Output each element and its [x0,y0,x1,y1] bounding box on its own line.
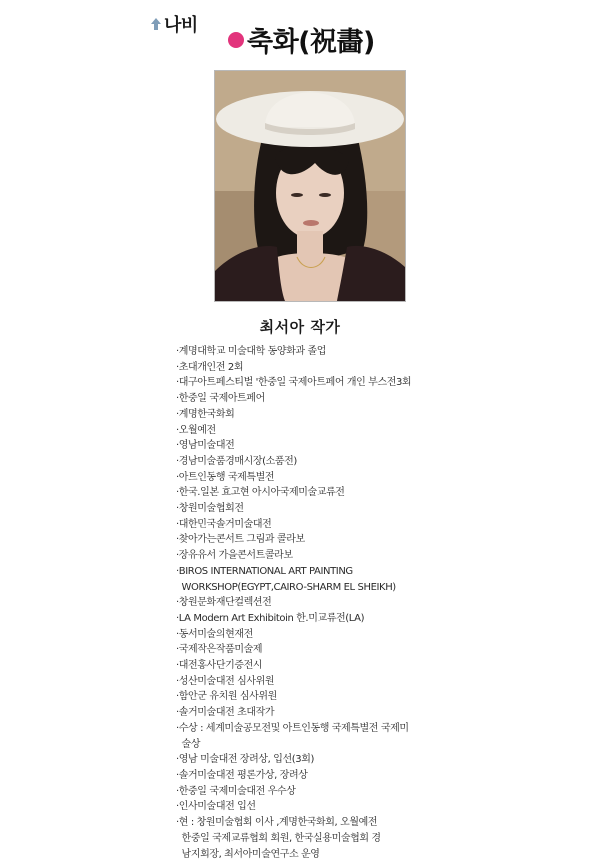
bio-item: ·인사미술대전 입선 [176,799,466,815]
bio-item: ·한중일 국제아트페어 [176,391,466,407]
bio-item: ·장유유서 가을콘서트콜라보 [176,548,466,564]
bio-item: ·초대개인전 2회 [176,360,466,376]
bio-item: ·대구아트페스티벌 '한중일 국제아트페어 개인 부스전3회 [176,375,466,391]
bio-item: ·창원미술협회전 [176,501,466,517]
bio-item: ·계명대학교 미술대학 동양화과 졸업 [176,344,466,360]
bio-item: ·아트인동행 국제특별전 [176,470,466,486]
nav-label: 나비 [164,11,198,37]
bio-item: ·한중일 국제미술대전 우수상 [176,784,466,800]
bio-item: ·동서미술의현재전 [176,627,466,643]
bio-item: ·한국.일본 효고현 아시아국제미술교류전 [176,485,466,501]
bio-item: ·솔거미술대전 초대작가 [176,705,466,721]
bio-item: ·영남미술대전 [176,438,466,454]
bio-item: ·창원문화재단컬렉션전 [176,595,466,611]
bio-item: WORKSHOP(EGYPT,CAIRO-SHARM EL SHEIKH) [176,580,466,596]
bio-item: ·현 : 창원미술협회 이사 ,계명한국화회, 오월예전 [176,815,466,831]
up-arrow-icon [150,17,162,31]
bio-item: ·계명한국화회 [176,407,466,423]
bio-item: 남지회장, 최서아미술연구소 운영 [176,847,466,862]
page-title [228,20,375,59]
bio-item: 술상 [176,737,466,753]
artist-photo [214,70,406,302]
nav-link[interactable] [150,11,198,37]
bio-item: ·BIROS INTERNATIONAL ART PAINTING [176,564,466,580]
bio-item: ·수상 : 세계미술공모전및 아트인동행 국제특별전 국제미 [176,721,466,737]
pink-dot-icon [228,32,244,48]
bio-item: ·대전홍사단기증전시 [176,658,466,674]
bio-item: ·LA Modern Art Exhibitoin 한.미교류전(LA) [176,611,466,627]
bio-item: ·국제작은작품미술제 [176,642,466,658]
artist-portrait-image [215,71,405,301]
artist-biography [176,344,466,862]
page-title-text: 축화(祝畵) [247,20,375,59]
bio-item: ·경남미술품경매시장(소품전) [176,454,466,470]
artist-name: 최서아 작가 [0,316,600,337]
bio-item: ·성산미술대전 심사위원 [176,674,466,690]
bio-item: ·찾아가는콘서트 그림과 콜라보 [176,532,466,548]
bio-item: ·오월예전 [176,423,466,439]
bio-item: ·솔거미술대전 평론가상, 장려상 [176,768,466,784]
bio-item: ·대한민국솔거미술대전 [176,517,466,533]
bio-item: 한중일 국제교류협회 회원, 한국실용미술협회 경 [176,831,466,847]
bio-item: ·영남 미술대전 장려상, 입선(3회) [176,752,466,768]
bio-item: ·함안군 유치원 심사위원 [176,689,466,705]
